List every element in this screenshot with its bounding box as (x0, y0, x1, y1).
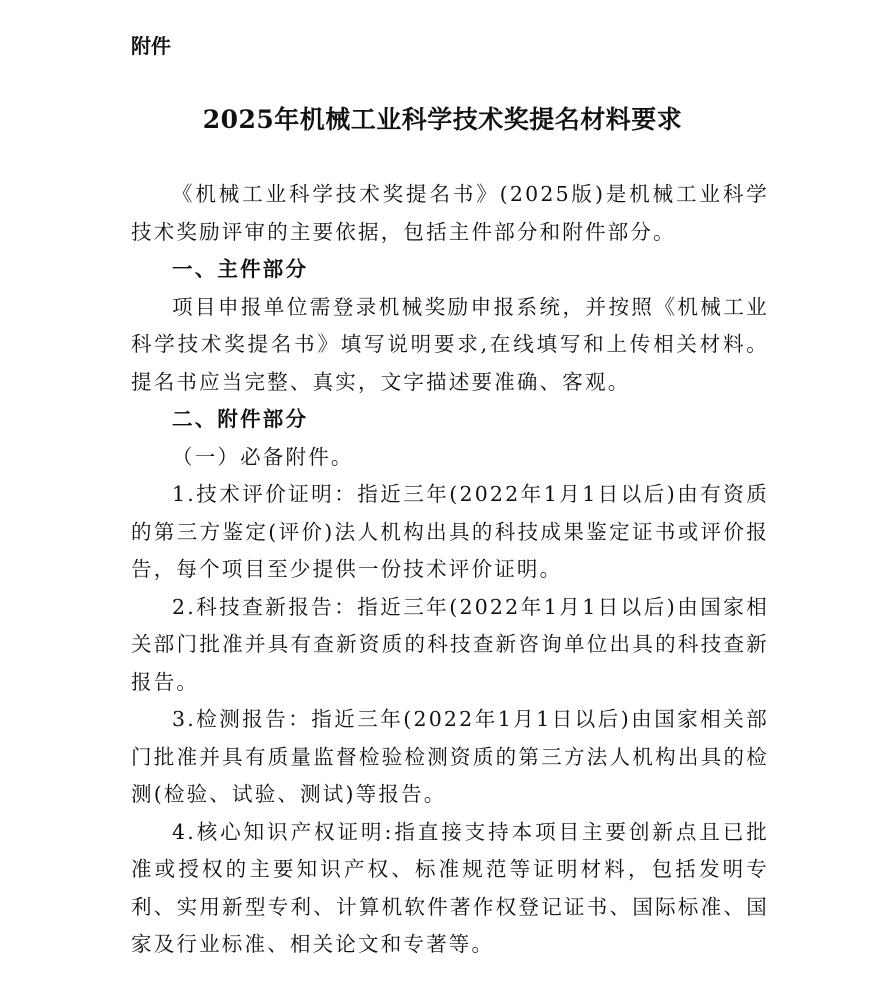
item-novelty-search-report: 2.科技查新报告：指近三年(2022年1月1日以后)由国家相关部门批准并具有查新资质的科技查新咨询单位出具的科技查新报告。 (131, 594, 769, 694)
item-core-ip-proof: 4.核心知识产权证明:指直接支持本项目主要创新点且已批准或授权的主要知识产权、标准规范等证明材料，包括发明专利、实用新型专利、计算机软件著作权登记证书、国际标准、国家及行业标准、相关论文和专著等。 (131, 819, 769, 956)
document-title: 2025年机械工业科学技术奖提名材料要求 (202, 105, 683, 134)
section-heading-attachment-part: 二、附件部分 (172, 407, 309, 431)
intro-paragraph: 《机械工业科学技术奖提名书》(2025版)是机械工业科学技术奖励评审的主要依据，包括主件部分和附件部分。 (131, 182, 769, 244)
item-testing-report: 3.检测报告：指近三年(2022年1月1日以后)由国家相关部门批准并具有质量监督检验检测资质的第三方法人机构出具的检测(检验、试验、测试)等报告。 (131, 707, 769, 806)
attachment-label: 附件 (131, 34, 171, 58)
subsection-required-attachments: （一）必备附件。 (172, 444, 354, 469)
document-body (131, 176, 769, 964)
item-technical-evaluation: 1.技术评价证明：指近三年(2022年1月1日以后)由有资质的第三方鉴定(评价)法人机构出具的科技成果鉴定证书或评价报告，每个项目至少提供一份技术评价证明。 (131, 482, 769, 581)
section-heading-main-part: 一、主件部分 (172, 257, 309, 281)
main-part-paragraph: 项目申报单位需登录机械奖励申报系统，并按照《机械工业科学技术奖提名书》填写说明要求,在线填写和上传相关材料。提名书应当完整、真实，文字描述要准确、客观。 (131, 294, 769, 394)
